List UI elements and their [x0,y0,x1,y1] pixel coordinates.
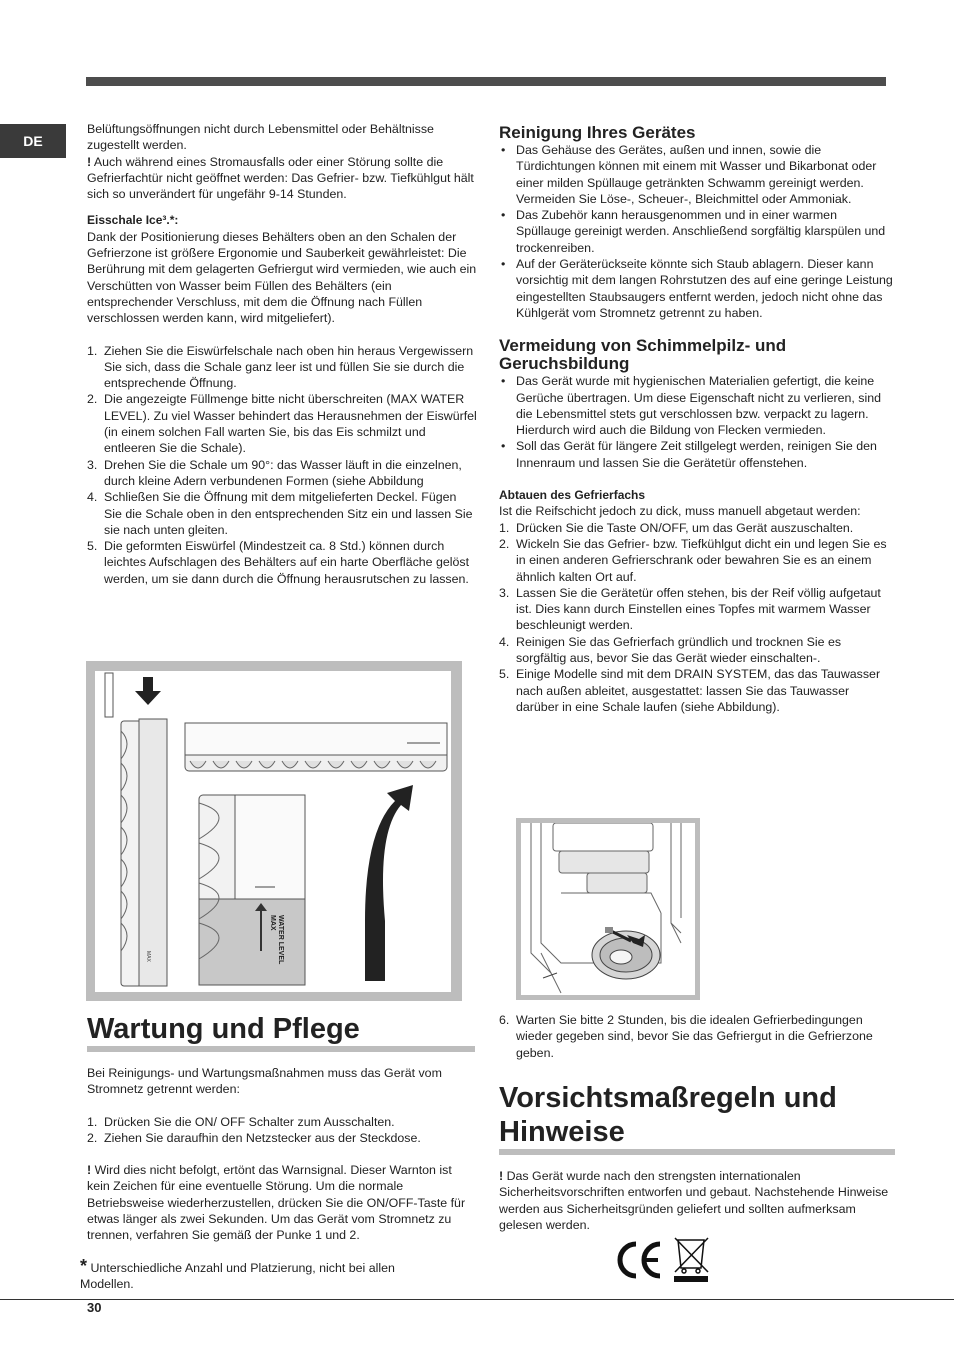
precautions-heading: Vorsichtsmaßregeln und Hinweise [499,1081,895,1155]
drain-system-drawing [521,823,695,995]
cleaning-heading: Reinigung Ihres Gerätes [499,123,696,142]
list-item: • Das Gerät wurde mit hygienischen Materialien gefertigt, die keine Gerüche übertragen. Um diese Eigenschaft nicht zu verlieren, sind die Lebensmittel stets gut verschlossen bzw. verpackt zu lagern. Hierdurch wird auch die Bildung von Flecken vermieden. [499,373,894,438]
defrost-heading: Abtauen des Gefrierfachs [499,488,646,503]
list-item: 1. Drücken Sie die ON/ OFF Schalter zum Ausschalten. [87,1114,395,1129]
step-six [499,1012,894,1061]
list-item: • Auf der Geräterückseite könnte sich Staub ablagern. Dieser kann vorsichtig mit dem langen Rohrstutzen des auf eine geringe Leistung eingestellten Staubsaugers entfernt werden, jedoch nicht ohne das Kühlgerät vom Stromnetz getrennt zu haben. [499,256,894,321]
power-failure-note: ! Auch während eines Stromausfalls oder einer Störung sollte die Gefrierfachtür nicht geöffnet werden: Das Gefrier- bzw. Tiefkühlgut hält sich so unverändert für ungefähr 9-14 Stunden. [87,154,474,202]
maintenance-intro: Bei Reinigungs- und Wartungsmaßnahmen muss das Gerät vom Stromnetz getrennt werden: [87,1066,442,1097]
ice-tray-illustration [86,661,462,1001]
list-item: 5. Einige Modelle sind mit dem DRAIN SYSTEM, das das Tauwasser nach außen ableitet, ausgestattet: lassen Sie das Tauwasser darüber in eine Schale laufen (siehe Abbildung). [499,667,881,714]
maintenance-steps [87,1114,475,1147]
top-rule [86,77,886,86]
right-column [499,121,894,715]
max-label: MAX [269,915,276,931]
ce-weee-icon [612,1232,712,1284]
defrost-intro: Ist die Reifschicht jedoch zu dick, muss manuell abgetaut werden: [499,504,861,519]
list-item: • Das Zubehör kann herausgenommen und in einer warmen Spüllauge gereinigt werden. Anschließend sorgfältig klarspülen und trockenreiben. [499,207,894,256]
list-item: 3. Lassen Sie die Gerätetür offen stehen, bis der Reif völlig aufgetaut ist. Dies kann durch Einstellen eines Topfes mit warmem Wasser beschleunigt werden. [499,585,881,633]
page-number: 30 [87,1300,102,1315]
language-tab: DE [0,124,66,158]
maintenance-heading: Wartung und Pflege [87,1012,475,1052]
maintenance-section [87,1012,475,1244]
ice-tray-text: Dank der Positionierung dieses Behälters oben an den Schalen der Gefrierzone ist größere Ergonomie und Sauberkeit gewährleistet: Die Berührung mit dem gelagerten Gefriergut wird vermieden, wie auch ein Verschütten von Wasser beim Füllen des Behälters (ein entsprechender Verschluss, mit dem die Öffnung nach Füllen verschlossen werden kann, wird mitgeliefert). [87,229,477,326]
list-item: • Soll das Gerät für längere Zeit stillgelegt werden, reinigen Sie den Innenraum und lassen Sie die Gerätetür offenstehen. [499,438,894,471]
precautions-section [499,1081,895,1233]
ice-tray-drawing [95,671,451,992]
drain-system-illustration [516,818,700,1000]
warning-paragraph: ! Wird dies nicht befolgt, ertönt das Warnsignal. Dieser Warnton ist kein Zeichen für eine eventuelle Störung. Um die normale Betriebsweise wiederherzustellen, drücken Sie die ON/OFF-Taste für etwas länger als zwei Sekunden. Um das Gerät vom Stromnetz zu trennen, verfahren Sie gemäß der Punke 1 und 2. [87,1163,466,1243]
list-item: 1. Drücken Sie die Taste ON/OFF, um das Gerät auszuschalten. [499,520,854,535]
defrost-final-step [499,1012,894,1061]
list-item: 5. Die geformten Eiswürfel (Mindestzeit ca. 8 Std.) können durch leichtes Aufschlagen des Behälters auf ein harte Oberfläche gelöst werden, um sie dann durch die Öffnung herausrutschen zu lassen. [87,539,470,586]
warning-mark: ! [87,154,92,169]
max-label-small: MAX [145,951,151,962]
left-column [87,121,477,587]
footer-rule [0,1299,954,1300]
intro-paragraph: Belüftungsöffnungen nicht durch Lebensmittel oder Behältnisse zugestellt werden. [87,122,434,153]
list-item: 3. Drehen Sie die Schale um 90°: das Wasser läuft in die einzelnen, durch kleine Adern verbundenen Formen (siehe Abbildung [87,457,462,488]
list-item: 1. Ziehen Sie die Eiswürfelschale nach oben hin heraus Vergewissern Sie sich, dass die Schale ganz leer ist und füllen Sie sie durch die entsprechende Öffnung. [87,343,474,391]
mold-prevention-list [499,373,894,471]
mold-prevention-heading: Vermeidung von Schimmelpilz- und Geruchsbildung [499,336,787,374]
list-item: 6. Warten Sie bitte 2 Stunden, bis die idealen Gefrierbedingungen wieder gegeben sind, bevor Sie das Gefriergut in die Gefrierzone geben. [499,1013,873,1060]
cleaning-list [499,142,894,321]
footnote: * Unterschiedliche Anzahl und Platzierung, nicht bei allen Modellen. [80,1256,395,1292]
ice-tray-heading: Eisschale Ice³.*: [87,213,179,228]
ice-tray-steps [87,343,477,587]
list-item: 2. Ziehen Sie daraufhin den Netzstecker aus der Steckdose. [87,1130,421,1145]
precautions-text: ! Das Gerät wurde nach den strengsten internationalen Sicherheitsvorschriften entworfen und gebaut. Nachstehende Hinweise werden aus Sicherheitsgründen geliefert und sollten aufmerksam gelesen werden. [499,1169,889,1232]
list-item: • Das Gehäuse des Gerätes, außen und innen, sowie die Türdichtungen können mit einem mit Wasser und Bikarbonat oder einer milden Spüllauge getränkten Schwamm gereinigt werden. Vermeiden Sie Löse-, Scheuer-, Bleichmittel oder Ammoniak. [499,142,894,207]
list-item: 2. Die angezeigte Füllmenge bitte nicht überschreiten (MAX WATER LEVEL). Zu viel Wasser behindert das Herausnehmen der Eiswürfel (in einem solchen Fall warten Sie, bis das Eis schmilzt und entleeren Sie die Schale). [87,392,477,456]
defrost-steps [499,520,894,716]
warning-mark: ! [87,1163,92,1178]
list-item: 4. Schließen Sie die Öffnung mit dem mitgelieferten Deckel. Fügen Sie die Schale oben in den entsprechenden Sitz ein und lassen Sie sie nach unten gleiten. [87,490,473,537]
warning-mark: ! [499,1169,504,1183]
water-level-label: WATER LEVEL [277,915,284,965]
list-item: 2. Wickeln Sie das Gefrier- bzw. Tiefkühlgut dicht ein und legen Sie es in einen anderen Gefrierschrank oder bewahren Sie es an einem ähnlich kalten Ort auf. [499,536,887,584]
footnote-star: * [80,1256,88,1276]
list-item: 4. Reinigen Sie das Gefrierfach gründlich und trocknen Sie es sorgfältig aus, bevor Sie das Gerät wieder einschalten-. [499,634,842,666]
